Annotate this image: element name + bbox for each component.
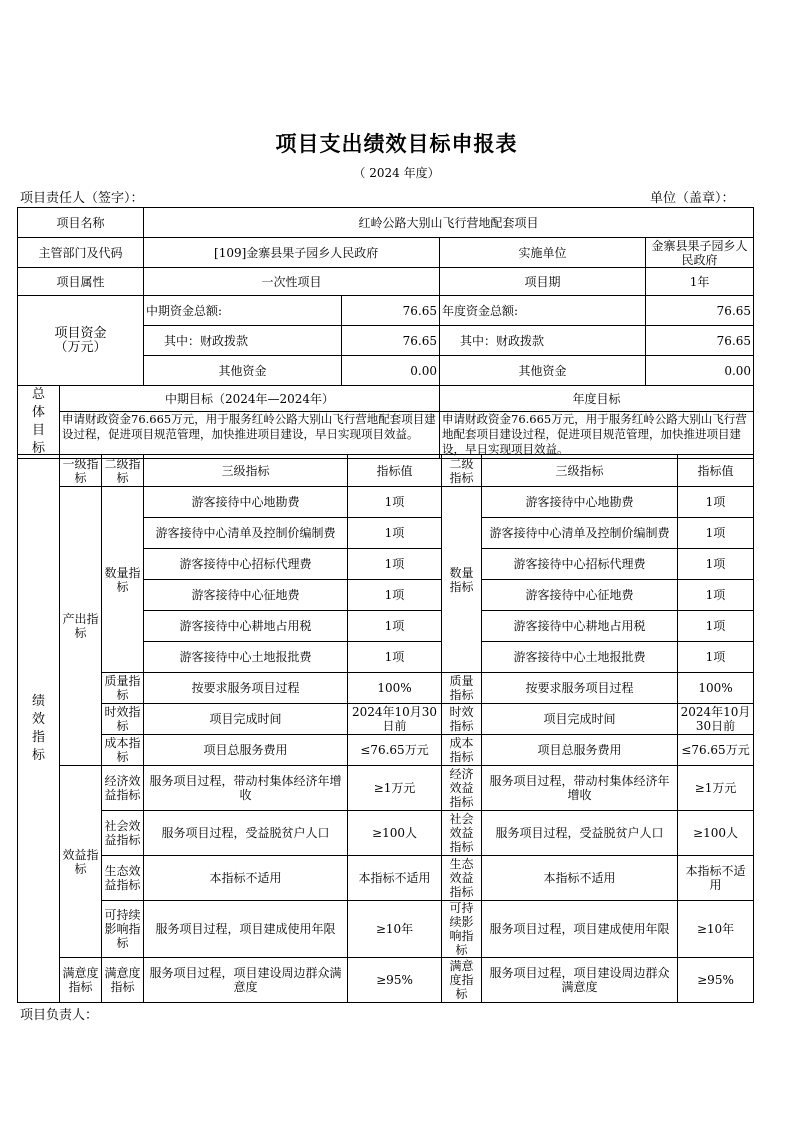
q-name-1: 游客接待中心清单及控制价编制费: [144, 518, 348, 549]
dept-value: [109]金寨县果子园乡人民政府: [144, 238, 440, 268]
quantity-label-right: 数量指标: [442, 487, 482, 673]
goals-label: 总体目标: [18, 386, 60, 459]
q-value-2-right: 1项: [678, 549, 754, 580]
time-name-right: 项目完成时间: [482, 704, 678, 735]
year-total-value: 76.65: [646, 296, 754, 326]
econ-value: ≥1万元: [348, 766, 442, 811]
mid-other-label: 其他资金: [144, 356, 342, 386]
quality-name: 按要求服务项目过程: [144, 673, 348, 704]
time-value: 2024年10月30日前: [348, 704, 442, 735]
project-info-table: [17, 207, 754, 459]
eco-name-right: 本指标不适用: [482, 856, 678, 901]
q-name-0: 游客接待中心地勘费: [144, 487, 348, 518]
econ-name: 服务项目过程，带动村集体经济年增收: [144, 766, 348, 811]
sat-name-right: 服务项目过程，项目建设周边群众满意度: [482, 958, 678, 1003]
impl-label: 实施单位: [440, 238, 646, 268]
mid-total-value: 76.65: [342, 296, 440, 326]
q-name-2-right: 游客接待中心招标代理费: [482, 549, 678, 580]
year-fiscal-label: 其中：财政拨款: [440, 326, 646, 356]
mid-other-value: 0.00: [342, 356, 440, 386]
page-title: 项目支出绩效目标申报表: [275, 132, 518, 156]
eco-name: 本指标不适用: [144, 856, 348, 901]
cost-name: 项目总服务费用: [144, 735, 348, 766]
q-name-0-right: 游客接待中心地勘费: [482, 487, 678, 518]
sat-l1-label: 满意度指标: [60, 958, 102, 1003]
sustain-value: ≥10年: [348, 901, 442, 958]
cost-name-right: 项目总服务费用: [482, 735, 678, 766]
year-goal-text: 申请财政资金76.665万元，用于服务红岭公路大别山飞行营地配套项目建设过程，促进项目规范管理，加快推进项目建设，早日实现项目效益。: [440, 412, 754, 459]
quality-value: 100%: [348, 673, 442, 704]
time-label-right: 时效指标: [442, 704, 482, 735]
project-name-label: 项目名称: [18, 208, 144, 238]
q-value-3: 1项: [348, 580, 442, 611]
q-name-5-right: 游客接待中心土地报批费: [482, 642, 678, 673]
quality-label-right: 质量指标: [442, 673, 482, 704]
eco-value-right: 本指标不适用: [678, 856, 754, 901]
period-value: 1年: [646, 268, 754, 296]
sustain-name: 服务项目过程，项目建成使用年限: [144, 901, 348, 958]
time-value-right: 2024年10月30日前: [678, 704, 754, 735]
sat-label-right: 满意度指标: [442, 958, 482, 1003]
sustain-label: 可持续影响指标: [102, 901, 144, 958]
q-name-3-right: 游客接待中心征地费: [482, 580, 678, 611]
sustain-name-right: 服务项目过程，项目建成使用年限: [482, 901, 678, 958]
funds-label: 项目资金（万元）: [18, 296, 144, 386]
footer-label: 项目负责人：: [20, 1008, 99, 1023]
q-name-2: 游客接待中心招标代理费: [144, 549, 348, 580]
quality-label: 质量指标: [102, 673, 144, 704]
h-level2: 二级指标: [102, 455, 144, 487]
cost-value-right: ≤76.65万元: [678, 735, 754, 766]
person-label: 项目责任人（签字）：: [20, 191, 144, 206]
time-name: 项目完成时间: [144, 704, 348, 735]
q-value-3-right: 1项: [678, 580, 754, 611]
sustain-value-right: ≥10年: [678, 901, 754, 958]
econ-value-right: ≥1万元: [678, 766, 754, 811]
q-name-1-right: 游客接待中心清单及控制价编制费: [482, 518, 678, 549]
sat-value-right: ≥95%: [678, 958, 754, 1003]
mid-goal-text: 申请财政资金76.665万元，用于服务红岭公路大别山飞行营地配套项目建设过程，促进项目规范管理，加快推进项目建设，早日实现项目效益。: [60, 412, 440, 459]
attr-value: 一次性项目: [144, 268, 440, 296]
h-level3: 三级指标: [144, 455, 348, 487]
eco-label-right: 生态效益指标: [442, 856, 482, 901]
h-level3-right: 三级指标: [482, 455, 678, 487]
q-name-5: 游客接待中心土地报批费: [144, 642, 348, 673]
year-line: （ 2024 年度）: [353, 166, 440, 180]
mid-fiscal-value: 76.65: [342, 326, 440, 356]
social-value: ≥100人: [348, 811, 442, 856]
cost-label: 成本指标: [102, 735, 144, 766]
eco-label: 生态效益指标: [102, 856, 144, 901]
dept-label: 主管部门及代码: [18, 238, 144, 268]
sustain-label-right: 可持续影响指标: [442, 901, 482, 958]
eco-value: 本指标不适用: [348, 856, 442, 901]
cost-value: ≤76.65万元: [348, 735, 442, 766]
social-label-right: 社会效益指标: [442, 811, 482, 856]
sat-name: 服务项目过程，项目建设周边群众满意度: [144, 958, 348, 1003]
h-level2-right: 二级指标: [442, 455, 482, 487]
quantity-label: 数量指标: [102, 487, 144, 673]
benefit-label: 效益指标: [60, 766, 102, 958]
q-value-1-right: 1项: [678, 518, 754, 549]
mid-goal-header: 中期目标（2024年—2024年）: [60, 386, 440, 412]
cost-label-right: 成本指标: [442, 735, 482, 766]
q-value-4: 1项: [348, 611, 442, 642]
q-name-3: 游客接待中心征地费: [144, 580, 348, 611]
year-fiscal-value: 76.65: [646, 326, 754, 356]
project-name-value: 红岭公路大别山飞行营地配套项目: [144, 208, 754, 238]
year-goal-header: 年度目标: [440, 386, 754, 412]
mid-total-label: 中期资金总额:: [144, 296, 342, 326]
impl-value: 金寨县果子园乡人民政府: [646, 238, 754, 268]
sat-value: ≥95%: [348, 958, 442, 1003]
q-value-0-right: 1项: [678, 487, 754, 518]
q-name-4: 游客接待中心耕地占用税: [144, 611, 348, 642]
attr-label: 项目属性: [18, 268, 144, 296]
econ-label-right: 经济效益指标: [442, 766, 482, 811]
sat-label: 满意度指标: [102, 958, 144, 1003]
h-level1: 一级指标: [60, 455, 102, 487]
time-label: 时效指标: [102, 704, 144, 735]
social-label: 社会效益指标: [102, 811, 144, 856]
q-value-1: 1项: [348, 518, 442, 549]
unit-label: 单位（盖章）：: [650, 191, 735, 206]
econ-label: 经济效益指标: [102, 766, 144, 811]
social-name-right: 服务项目过程，受益脱贫户人口: [482, 811, 678, 856]
indicators-label: 绩效指标: [18, 455, 60, 1003]
q-value-0: 1项: [348, 487, 442, 518]
quality-name-right: 按要求服务项目过程: [482, 673, 678, 704]
indicators-table: [17, 454, 754, 1003]
h-value: 指标值: [348, 455, 442, 487]
h-value-right: 指标值: [678, 455, 754, 487]
econ-name-right: 服务项目过程，带动村集体经济年增收: [482, 766, 678, 811]
year-other-value: 0.00: [646, 356, 754, 386]
year-other-label: 其他资金: [440, 356, 646, 386]
output-label: 产出指标: [60, 487, 102, 766]
mid-fiscal-label: 其中：财政拨款: [144, 326, 342, 356]
q-value-2: 1项: [348, 549, 442, 580]
year-total-label: 年度资金总额:: [440, 296, 646, 326]
social-name: 服务项目过程，受益脱贫户人口: [144, 811, 348, 856]
q-name-4-right: 游客接待中心耕地占用税: [482, 611, 678, 642]
social-value-right: ≥100人: [678, 811, 754, 856]
q-value-4-right: 1项: [678, 611, 754, 642]
period-label: 项目期: [440, 268, 646, 296]
quality-value-right: 100%: [678, 673, 754, 704]
q-value-5-right: 1项: [678, 642, 754, 673]
q-value-5: 1项: [348, 642, 442, 673]
